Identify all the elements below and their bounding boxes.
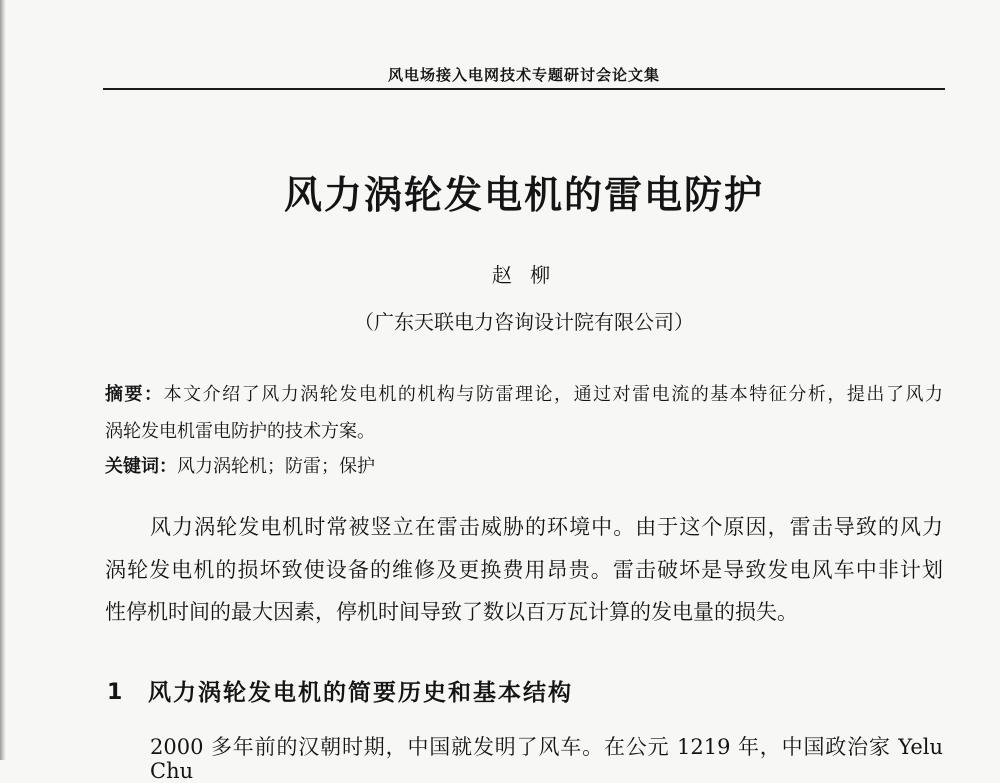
author-name: 赵 柳: [491, 263, 557, 287]
abstract-text: 本文介绍了风力涡轮发电机的机构与防雷理论，通过对雷电流的基本特征分析，提出了风力: [163, 384, 944, 405]
section-number: 1: [107, 680, 123, 705]
abstract-label: 摘要：: [105, 384, 164, 405]
abstract-line: 涡轮发电机雷电防护的技术方案。: [105, 421, 375, 442]
scan-edge: [0, 0, 6, 760]
intro-paragraph-line: 涡轮发电机的损坏致使设备的维修及更换费用昂贵。雷击破坏是导致发电风车中非计划: [105, 558, 943, 582]
header-rule: [103, 88, 945, 90]
paper-title: 风力涡轮发电机的雷电防护: [283, 173, 764, 217]
section-heading: 风力涡轮发电机的简要历史和基本结构: [148, 680, 573, 706]
author-affiliation: （广东天联电力咨询设计院有限公司）: [354, 310, 694, 334]
intro-paragraph-line: 风力涡轮发电机时常被竖立在雷击威胁的环境中。由于这个原因，雷击导致的风力: [150, 515, 943, 539]
keywords-text: 风力涡轮机；防雷；保护: [177, 456, 375, 477]
keywords-line: [105, 454, 943, 480]
keywords-label: 关键词：: [105, 456, 177, 477]
intro-paragraph-line: 性停机时间的最大因素，停机时间导致了数以百万瓦计算的发电量的损失。: [105, 600, 798, 624]
abstract-line: [105, 382, 943, 408]
section-paragraph-line: 2000 多年前的汉朝时期，中国就发明了风车。在公元 1219 年，中国政治家 Yelu Chu: [150, 735, 943, 783]
running-header: 风电场接入电网技术专题研讨会论文集: [387, 66, 660, 84]
